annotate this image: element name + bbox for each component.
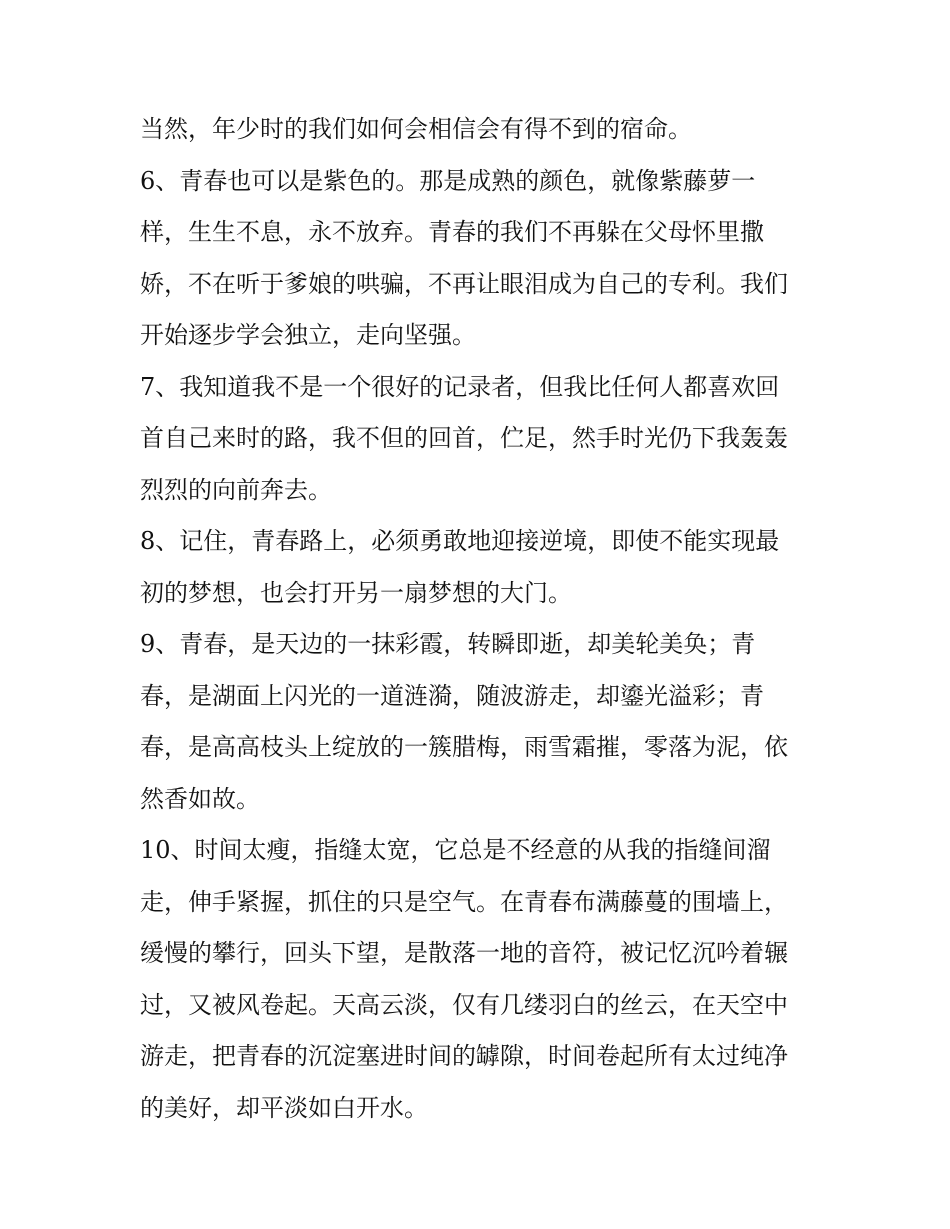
text-line: 10、时间太瘦，指缝太宽，它总是不经意的从我的指缝间溜: [140, 836, 771, 864]
text-line: 7、我知道我不是一个很好的记录者，但我比任何人都喜欢回: [140, 372, 780, 401]
text-line: 样，生生不息，永不放弃。青春的我们不再躲在父母怀里撒: [140, 218, 764, 246]
text-line: 9、青春，是天边的一抹彩霞，转瞬即逝，却美轮美奂；青: [140, 630, 756, 658]
document-body: [140, 104, 820, 1134]
text-line: 烈烈的向前奔去。: [140, 475, 332, 504]
text-line: 春，是高高枝头上绽放的一簇腊梅，雨雪霜摧，零落为泥，依: [140, 733, 788, 761]
text-line: 当然，年少时的我们如何会相信会有得不到的宿命。: [140, 115, 692, 143]
text-line: 然香如故。: [140, 784, 260, 813]
text-line: 8、记住，青春路上，必须勇敢地迎接逆境，即使不能实现最: [140, 527, 780, 555]
text-line: 开始逐步学会独立，走向坚强。: [140, 321, 476, 349]
text-line: 春，是湖面上闪光的一道涟漪，随波游走，却鎏光溢彩；青: [140, 681, 764, 710]
text-line: 走，伸手紧握，抓住的只是空气。在青春布满藤蔓的围墙上，: [140, 887, 788, 916]
text-line: 缓慢的攀行，回头下望，是散落一地的音符，被记忆沉吟着辗: [140, 939, 788, 967]
text-line: 过，又被风卷起。天高云淡，仅有几缕羽白的丝云，在天空中: [140, 990, 788, 1019]
text-line: 的美好，却平淡如白开水。: [140, 1093, 428, 1122]
text-line: 首自己来时的路，我不但的回首，伫足，然手时光仍下我轰轰: [140, 424, 788, 452]
text-line: 娇，不在听于爹娘的哄骗，不再让眼泪成为自己的专利。我们: [140, 269, 788, 298]
text-line: 6、青春也可以是紫色的。那是成熟的颜色，就像紫藤萝一: [140, 166, 756, 195]
text-line: 游走，把青春的沉淀塞进时间的罅隙，时间卷起所有太过纯净: [140, 1042, 788, 1070]
text-line: 初的梦想，也会打开另一扇梦想的大门。: [140, 578, 572, 607]
